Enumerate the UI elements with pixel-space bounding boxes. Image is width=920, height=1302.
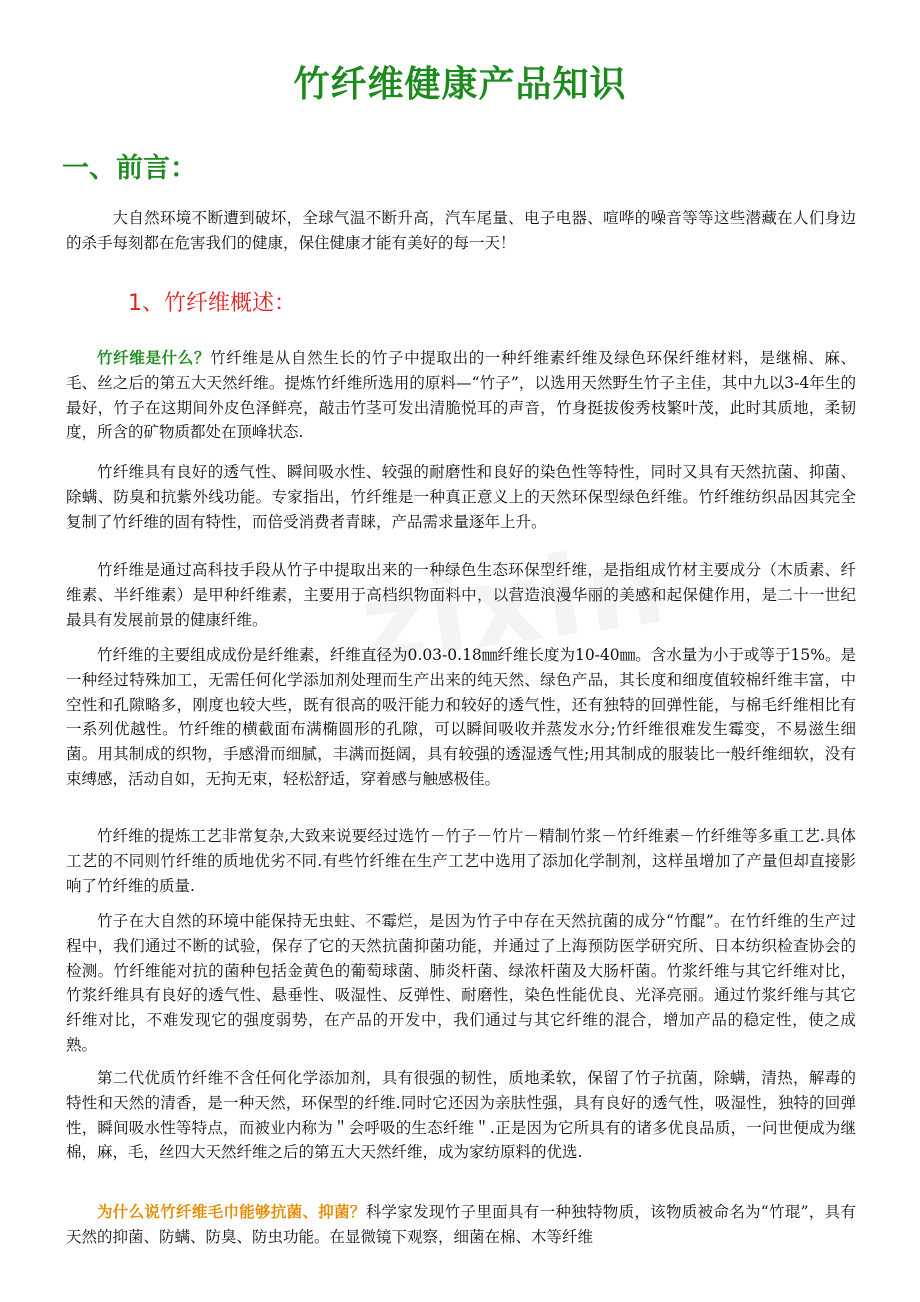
paragraph-antibacterial: 竹子在大自然的环境中能保持无虫蛀、不霉烂，是因为竹子中存在天然抗菌的成分“竹醌”。在竹纤维的生产过程中，我们通过不断的试验，保存了它的天然抗菌抑菌功能，并通过了上海预防医学研究所、日本纺织检查协会的检测。竹纤维能对抗的菌种包括金黄色的葡萄球菌、肺炎杆菌、绿浓杆菌及大肠杆菌。竹浆纤维与其它纤维对比，竹浆纤维具有良好的透气性、悬垂性、吸湿性、反弹性、耐磨性，染色性能优良、光泽亮丽。通过竹浆纤维与其它纤维对比，不难发现它的强度弱势，在产品的开发中，我们通过与其它纤维的混合，增加产品的稳定性，使之成熟。: [66, 912, 856, 1054]
paragraph-text: 科学家发现竹子里面具有一种独特物质，该物质被命名为“竹琨”，具有天然的抑菌、防螨、防臭、防虫功能。在显微镜下观察，细菌在棉、木等纤维: [66, 1203, 856, 1246]
question-why-antibacterial: 为什么说竹纤维毛巾能够抗菌、抑菌？: [97, 1202, 366, 1221]
paragraph-what-is: [66, 346, 856, 445]
intro-paragraph: 大自然环境不断遭到破坏，全球气温不断升高，汽车尾量、电子电器、喧哗的噪音等等这些潜藏在人们身边的杀手每刻都在危害我们的健康，保住健康才能有美好的每一天！: [66, 209, 856, 252]
document-title: 竹纤维健康产品知识: [293, 64, 627, 105]
subsection-heading-overview: 1、竹纤维概述：: [128, 291, 296, 316]
section-heading-preface: 一、前言：: [62, 153, 197, 184]
paragraph-process: 竹纤维的提炼工艺非常复杂,大致来说要经过选竹－竹子－竹片－精制竹浆－竹纤维素－竹纤维等多重工艺.具体工艺的不同则竹纤维的质地优劣不同.有些竹纤维在生产工艺中选用了添加化学制剂，这样虽增加了产量但却直接影响了竹纤维的质量.: [66, 827, 856, 895]
paragraph-composition: 竹纤维是通过高科技手段从竹子中提取出来的一种绿色生态环保型纤维，是指组成竹材主要成分（木质素、纤维素、半纤维素）是甲种纤维素，主要用于高档织物面料中，以营造浪漫华丽的美感和起保健作用，是二十一世纪最具有发展前景的健康纤维。: [66, 561, 856, 629]
paragraph-text: 竹纤维是从自然生长的竹子中提取出的一种纤维素纤维及绿色环保纤维材料，是继棉、麻、毛、丝之后的第五大天然纤维。提炼竹纤维所选用的原料—“竹子”，以选用天然野生竹子主佳，其中九以3-4年生的最好，竹子在这期间外皮色泽鲜亮，敲击竹茎可发出清脆悦耳的声音，竹身挺拔俊秀枝繁叶茂，此时其质地，柔韧度，所含的矿物质都处在顶峰状态.: [66, 349, 856, 442]
paragraph-why-antibacterial: [66, 1200, 856, 1250]
paragraph-properties: 竹纤维具有良好的透气性、瞬间吸水性、较强的耐磨性和良好的染色性等特性，同时又具有天然抗菌、抑菌、除螨、防臭和抗紫外线功能。专家指出，竹纤维是一种真正意义上的天然环保型绿色纤维。竹纤维纺织品因其完全复制了竹纤维的固有特性，而倍受消费者青睐，产品需求量逐年上升。: [66, 463, 856, 531]
paragraph-structure: 竹纤维的主要组成成份是纤维素，纤维直径为0.03-0.18㎜纤维长度为10-40㎜。含水量为小于或等于15%。是一种经过特殊加工，无需任何化学添加剂处理而生产出来的纯天然、绿色产品，其长度和细度值较棉纤维丰富，中空性和孔隙略多，刚度也较大些，既有很高的吸汗能力和较好的透气性，还有独特的回弹性能，与棉毛纤维相比有一系列优越性。竹纤维的横截面布满椭圆形的孔隙，可以瞬间吸收并蒸发水分;竹纤维很难发生霉变，不易滋生细菌。用其制成的织物，手感滑而细腻，丰满而挺阔，具有较强的透湿透气性;用其制成的服装比一般纤维细软，没有束缚感，活动自如，无拘无束，轻松舒适，穿着感与触感极佳。: [66, 646, 856, 788]
question-what-is: 竹纤维是什么？: [97, 348, 211, 367]
paragraph-second-generation: 第二代优质竹纤维不含任何化学添加剂，具有很强的韧性，质地柔软，保留了竹子抗菌，除螨，清热，解毒的特性和天然的清香，是一种天然，环保型的纤维.同时它还因为亲肤性强，具有良好的透气性，吸湿性，独特的回弹性，瞬间吸水性等特点，而被业内称为＂会呼吸的生态纤维＂.正是因为它所具有的诸多优良品质，一问世便成为继棉，麻，毛，丝四大天然纤维之后的第五大天然纤维，成为家纺原料的优选.: [66, 1069, 856, 1162]
